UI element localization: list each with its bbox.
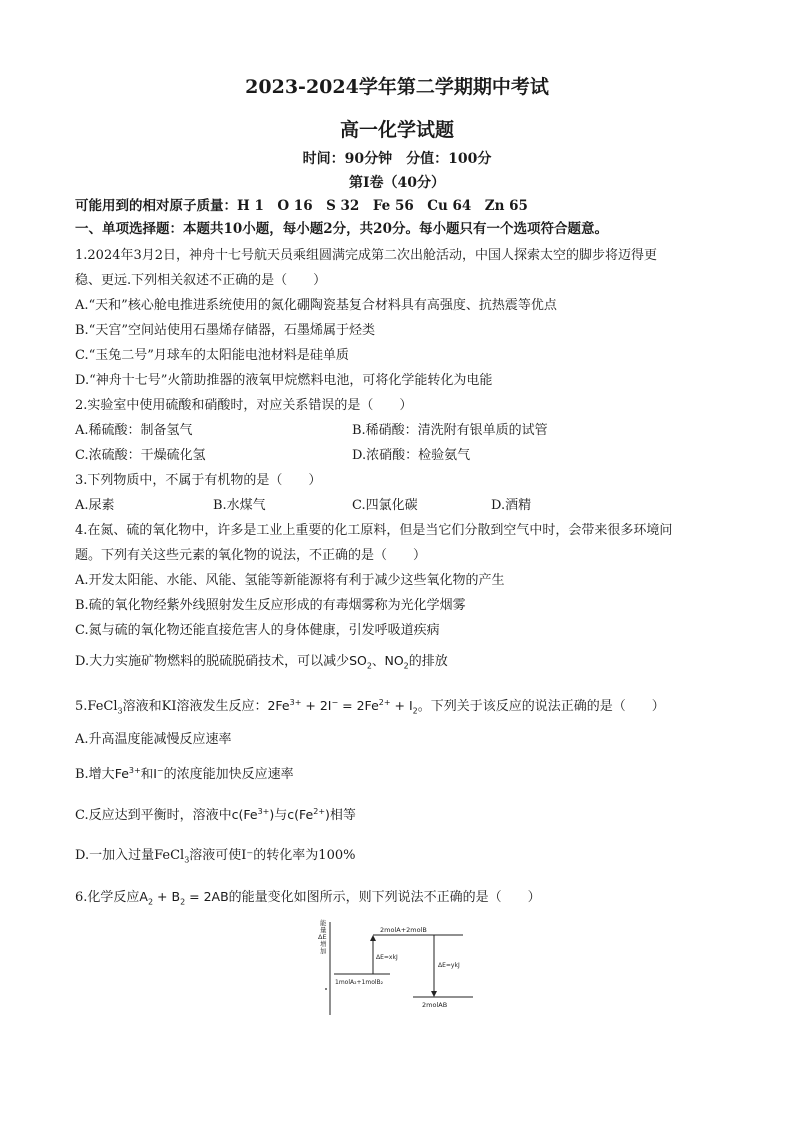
q3-stem: 3.下列物质中，不属于有机物的是（ ） — [75, 473, 322, 488]
q3-option-a: A.尿素 — [75, 498, 115, 513]
section-heading: 一、单项选择题：本题共10小题，每小题2分，共20分。每小题只有一个选项符合题意。 — [75, 221, 608, 237]
q5-option-b: B.增大$Fe^{3+}$和I−的浓度能加快反应速率 — [75, 765, 294, 782]
delta-x-label: ΔE=xkJ — [376, 954, 398, 961]
q1-option-b: B.“天宫”空间站使用石墨烯存储器，石墨烯属于烃类 — [75, 323, 375, 338]
q4-stem-line1: 4.在氮、硫的氧化物中，许多是工业上重要的化工原料，但是当它们分散到空气中时，会带来很多环境问 — [75, 523, 673, 538]
y-axis-label: 能量 ΔE 增加 — [318, 919, 327, 955]
top-level-label: 2molA+2molB — [380, 926, 427, 934]
q1-option-c: C.“玉兔二号”月球车的太阳能电池材料是硅单质 — [75, 348, 349, 363]
q2-option-c: C.浓硫酸：干燥硫化氢 — [75, 448, 206, 463]
q3-option-c: C.四氯化碳 — [352, 498, 418, 513]
q3-option-b: B.水煤气 — [213, 498, 266, 513]
q2-stem: 2.实验室中使用硫酸和硝酸时，对应关系错误的是（ ） — [75, 398, 413, 413]
q5-option-a: A.升高温度能减慢反应速率 — [75, 732, 232, 747]
q1-option-d: D.“神舟十七号”火箭助推器的液氧甲烷燃料电池，可将化学能转化为电能 — [75, 373, 493, 388]
q1-stem-line2: 稳、更远.下列相关叙述不正确的是（ ） — [75, 273, 327, 288]
subject-title: 高一化学试题 — [339, 119, 454, 141]
q5-option-c: C.反应达到平衡时，溶液中$c(Fe^{3+})$与$c(Fe^{2+})$相等 — [75, 806, 356, 823]
delta-y-label: ΔE=ykJ — [438, 962, 460, 969]
left-level-label: 1molA₂+1molB₂ — [335, 979, 384, 986]
atomic-masses: 可能用到的相对原子质量：H 1 O 16 S 32 Fe 56 Cu 64 Zn 65 — [75, 198, 528, 214]
energy-diagram — [318, 917, 498, 1017]
arrow-x-head — [370, 935, 376, 941]
q2-option-d: D.浓硝酸：检验氨气 — [352, 448, 471, 463]
q1-option-a: A.“天和”核心舱电推进系统使用的氮化硼陶瓷基复合材料具有高强度、抗热震等优点 — [75, 298, 557, 313]
q3-option-d: D.酒精 — [491, 498, 532, 513]
q2-option-a: A.稀硫酸：制备氢气 — [75, 423, 193, 438]
q6-stem: 6.化学反应$A_2 + B_2 = 2AB$的能量变化如图所示，则下列说法不正确的是（ ） — [75, 889, 541, 907]
q4-option-d: D.大力实施矿物燃料的脱硫脱硝技术，可以减少$SO_2$、$NO_2$的排放 — [75, 653, 448, 671]
q4-stem-line2: 题。下列有关这些元素的氧化物的说法，不正确的是（ ） — [75, 548, 427, 563]
volume-title: 第Ⅰ卷（40分） — [348, 175, 446, 191]
q1-stem-line1: 1.2024年3月2日，神舟十七号航天员乘组圆满完成第二次出舱活动，中国人探索太空的脚步将迈得更 — [75, 248, 658, 263]
bottom-level-label: 2molAB — [422, 1001, 448, 1009]
time-score: 时间：90分钟 分值：100分 — [302, 151, 492, 167]
q4-option-a: A.开发太阳能、水能、风能、氢能等新能源将有利于减少这些氧化物的产生 — [75, 573, 505, 588]
arrow-y-head — [431, 991, 437, 997]
q5-stem: 5.FeCl$_3$溶液和KI溶液发生反应：$2Fe^{3+} + 2I^- = 2Fe^{2+} + I_2$。下列关于该反应的说法正确的是（ ） — [75, 697, 665, 716]
q4-option-c: C.氮与硫的氧化物还能直接危害人的身体健康，引发呼吸道疾病 — [75, 623, 440, 638]
exam-title: 2023-2024学年第二学期期中考试 — [245, 76, 549, 98]
q5-option-d: D.一加入过量FeCl$_3$溶液可使I⁻的转化率为100% — [75, 848, 356, 865]
q4-option-b: B.硫的氧化物经紫外线照射发生反应形成的有毒烟雾称为光化学烟雾 — [75, 598, 466, 613]
q2-option-b: B.稀硝酸：清洗附有银单质的试管 — [352, 423, 548, 438]
axis-dot — [325, 988, 327, 990]
